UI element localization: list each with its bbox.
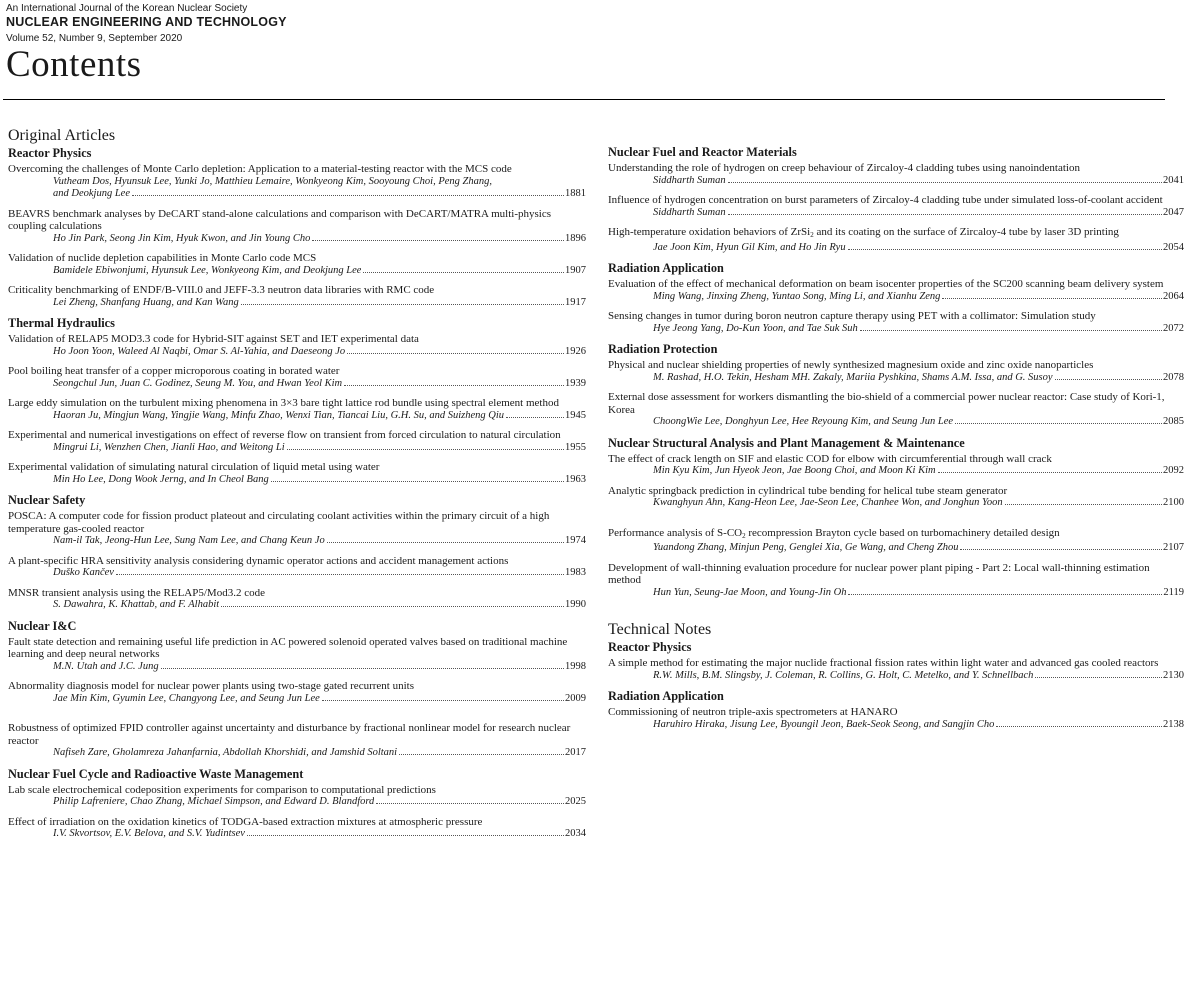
article-title: Development of wall-thinning evaluation procedure for nuclear power plant piping - Part 2: Local wall-thinning estimation method bbox=[608, 561, 1150, 586]
leader-dots bbox=[322, 700, 564, 701]
leader-dots bbox=[116, 574, 564, 575]
leader-dots bbox=[728, 214, 1162, 215]
article-title: Validation of RELAP5 MOD3.3 code for Hybrid-SIT against SET and IET experimental data bbox=[8, 333, 419, 345]
article-entry[interactable] bbox=[608, 706, 1184, 731]
article-entry[interactable] bbox=[608, 562, 1184, 600]
article-authors: Siddharth Suman bbox=[653, 174, 726, 186]
page-number: 1983 bbox=[565, 567, 586, 578]
leader-dots bbox=[938, 472, 1162, 473]
article-authors: Nam-il Tak, Jeong-Hun Lee, Sung Nam Lee, and Chang Keun Jo bbox=[53, 535, 325, 546]
article-entry[interactable] bbox=[8, 252, 586, 277]
article-authors: Jae Joon Kim, Hyun Gil Kim, and Ho Jin Ryu bbox=[653, 241, 846, 253]
article-entry[interactable] bbox=[8, 333, 586, 358]
section-heading-original: Original Articles bbox=[8, 127, 116, 144]
article-entry[interactable] bbox=[608, 194, 1184, 219]
page-number: 2047 bbox=[1163, 206, 1184, 218]
article-entry[interactable] bbox=[608, 527, 1184, 555]
page-number: 1907 bbox=[565, 264, 586, 276]
page-number: 2072 bbox=[1163, 322, 1184, 334]
article-title-part: Performance analysis of S-CO bbox=[608, 526, 743, 539]
page-number: 2078 bbox=[1163, 371, 1184, 383]
article-title: MNSR transient analysis using the RELAP5/Mod3.2 code bbox=[8, 586, 265, 599]
article-title: Fault state detection and remaining useful life prediction in AC powered solenoid operated valves based on traditional machine learning and deep neural networks bbox=[8, 635, 568, 660]
leader-dots bbox=[363, 272, 564, 273]
article-entry[interactable] bbox=[608, 391, 1184, 429]
article-title: POSCA: A computer code for fission product plateout and circulating coolant activities within the primary circuit of a high temperature gas-cooled reactor bbox=[8, 510, 550, 535]
article-authors: Siddharth Suman bbox=[653, 206, 726, 218]
article-title: Experimental validation of simulating natural circulation of liquid metal using water bbox=[8, 461, 380, 473]
leader-dots bbox=[942, 298, 1162, 299]
page-number: 1926 bbox=[565, 345, 586, 357]
article-authors: Kwanghyun Ahn, Kang-Heon Lee, Jae-Seon Lee, Chanhee Won, and Jonghun Yoon bbox=[653, 497, 1003, 508]
article-title: External dose assessment for workers dismantling the bio-shield of a commercial power nuclear reactor: Case study of Kori-1, Korea bbox=[608, 391, 1165, 416]
category-heading-nuclear-safety: Nuclear Safety bbox=[8, 493, 86, 507]
article-title: A plant-specific HRA sensitivity analysis considering dynamic operator actions and accident management actions bbox=[8, 554, 509, 567]
article-title: Large eddy simulation on the turbulent mixing phenomena in 3×3 bare tight lattice rod bundle using spectral element method bbox=[8, 397, 559, 409]
leader-dots bbox=[241, 304, 564, 305]
page-number: 2009 bbox=[565, 692, 586, 704]
leader-dots bbox=[848, 594, 1162, 595]
article-entry[interactable] bbox=[8, 163, 586, 201]
article-authors: Nafiseh Zare, Gholamreza Jahanfarnia, Abdollah Khorshidi, and Jamshid Soltani bbox=[53, 747, 398, 758]
leader-dots bbox=[247, 835, 564, 836]
article-entry[interactable] bbox=[8, 816, 586, 841]
leader-dots bbox=[399, 754, 564, 755]
page-number: 2017 bbox=[565, 747, 586, 758]
article-authors: Ming Wang, Jinxing Zheng, Yuntao Song, Ming Li, and Xianhu Zeng bbox=[653, 290, 941, 302]
article-title: Influence of hydrogen concentration on burst parameters of Zircaloy-4 cladding tube under simulated loss-of-coolant accident bbox=[608, 194, 1163, 206]
article-title: Abnormality diagnosis model for nuclear power plants using two-stage gated recurrent units bbox=[8, 680, 414, 692]
page-title: Contents bbox=[6, 44, 142, 85]
article-title: Physical and nuclear shielding properties of newly synthesized magnesium oxide and zinc oxide nanoparticles bbox=[608, 359, 1094, 371]
article-title: BEAVRS benchmark analyses by DeCART stand-alone calculations and comparison with DeCART/MATRA multi-physics coupling calculations bbox=[8, 207, 552, 232]
article-entry[interactable] bbox=[608, 162, 1184, 187]
article-title: Validation of nuclide depletion capabilities in Monte Carlo code MCS bbox=[8, 252, 317, 264]
category-heading-tn-radiation-application: Radiation Application bbox=[608, 689, 724, 703]
category-heading-radiation-protection: Radiation Protection bbox=[608, 342, 718, 356]
category-heading-nuclear-ic: Nuclear I&C bbox=[8, 618, 77, 633]
article-authors: Min Kyu Kim, Jun Hyeok Jeon, Jae Boong Choi, and Moon Ki Kim bbox=[653, 465, 936, 476]
category-heading-thermal-hydraulics: Thermal Hydraulics bbox=[8, 316, 115, 330]
page-number: 2100 bbox=[1163, 497, 1184, 508]
article-title: Criticality benchmarking of ENDF/B-VIII.0 and JEFF-3.3 neutron data libraries with RMC code bbox=[8, 284, 435, 296]
leader-dots bbox=[996, 726, 1162, 727]
article-entry[interactable] bbox=[608, 359, 1184, 384]
category-heading-reactor-physics: Reactor Physics bbox=[8, 146, 92, 160]
article-authors: ChoongWie Lee, Donghyun Lee, Hee Reyoung Kim, and Seung Jun Lee bbox=[653, 416, 954, 427]
page-number: 1917 bbox=[565, 296, 586, 308]
page-number: 1945 bbox=[565, 409, 586, 421]
page-number: 1881 bbox=[565, 188, 586, 199]
article-entry[interactable] bbox=[8, 784, 586, 809]
article-title-part: recompression Brayton cycle based on turbomachinery detailed design bbox=[745, 526, 1060, 539]
article-authors: I.V. Skvortsov, E.V. Belova, and S.V. Yudintsev bbox=[53, 828, 245, 839]
page-number: 1896 bbox=[565, 232, 586, 244]
leader-dots bbox=[848, 249, 1162, 250]
leader-dots bbox=[221, 606, 564, 607]
spacer bbox=[608, 606, 1184, 620]
article-title: Sensing changes in tumor during boron neutron capture therapy using PET with a collimator: Simulation study bbox=[608, 310, 1096, 322]
leader-dots bbox=[287, 449, 564, 450]
leader-dots bbox=[347, 353, 564, 354]
page-number: 2107 bbox=[1163, 542, 1184, 553]
article-entry[interactable] bbox=[8, 680, 586, 705]
article-entry[interactable] bbox=[608, 278, 1184, 303]
article-authors: S. Dawahra, K. Khattab, and F. Alhabit bbox=[53, 599, 220, 610]
article-authors: Min Ho Lee, Dong Wook Jerng, and In Cheol Bang bbox=[53, 473, 269, 485]
subscript: 2 bbox=[810, 231, 814, 239]
leader-dots bbox=[132, 195, 564, 196]
article-authors: Yuandong Zhang, Minjun Peng, Genglei Xia, Ge Wang, and Cheng Zhou bbox=[653, 542, 959, 553]
journal-header bbox=[6, 3, 287, 45]
leader-dots bbox=[1035, 677, 1162, 678]
article-authors: M. Rashad, H.O. Tekin, Hesham MH. Zakaly, Mariia Pyshkina, Shams A.M. Issa, and G. Susoy bbox=[653, 371, 1053, 383]
page-number: 1963 bbox=[565, 473, 586, 485]
spacer bbox=[8, 712, 586, 722]
category-heading-tn-reactor-physics: Reactor Physics bbox=[608, 640, 692, 654]
article-authors: Ho Joon Yoon, Waleed Al Naqbi, Omar S. Al-Yahia, and Daeseong Jo bbox=[53, 345, 346, 357]
article-entry[interactable] bbox=[608, 657, 1184, 682]
page-number: 2054 bbox=[1163, 241, 1184, 253]
leader-dots bbox=[506, 417, 564, 418]
article-authors: Lei Zheng, Shanfang Huang, and Kan Wang bbox=[53, 296, 239, 308]
article-entry[interactable] bbox=[608, 453, 1184, 478]
article-authors: M.N. Utah and J.C. Jung bbox=[53, 660, 159, 672]
article-entry[interactable] bbox=[8, 555, 586, 580]
article-title: Commissioning of neutron triple-axis spectrometers at HANARO bbox=[608, 706, 898, 718]
article-title-part: and its coating on the surface of Zircaloy-4 tube by laser 3D printing bbox=[813, 226, 1119, 238]
article-authors: Haruhiro Hiraka, Jisung Lee, Byoungil Jeon, Baek-Seok Seong, and Sangjin Cho bbox=[653, 718, 995, 730]
category-heading-structural: Nuclear Structural Analysis and Plant Management & Maintenance bbox=[608, 435, 965, 450]
page-number: 2064 bbox=[1163, 290, 1184, 302]
article-title: Understanding the role of hydrogen on creep behaviour of Zircaloy-4 cladding tubes using nanoindentation bbox=[608, 162, 1080, 174]
leader-dots bbox=[1055, 379, 1162, 380]
article-authors: Mingrui Li, Wenzhen Chen, Jianli Hao, and Weitong Li bbox=[53, 441, 285, 453]
page-number: 1990 bbox=[565, 599, 586, 610]
journal-name: NUCLEAR ENGINEERING AND TECHNOLOGY bbox=[6, 15, 287, 29]
page-number: 2092 bbox=[1163, 465, 1184, 476]
article-entry[interactable] bbox=[8, 429, 586, 454]
category-heading-radiation-application: Radiation Application bbox=[608, 261, 724, 275]
leader-dots bbox=[271, 481, 564, 482]
article-entry[interactable] bbox=[8, 365, 586, 390]
article-entry[interactable] bbox=[8, 636, 586, 674]
subscript: 2 bbox=[742, 531, 746, 540]
article-entry[interactable] bbox=[8, 284, 586, 309]
article-entry[interactable] bbox=[608, 226, 1184, 254]
page-number: 2041 bbox=[1163, 174, 1184, 186]
article-authors: Vutheam Dos, Hyunsuk Lee, Yunki Jo, Matthieu Lemaire, Wonkyeong Kim, Sooyoung Choi, Peng Zhang, bbox=[53, 175, 493, 187]
article-authors: Bamidele Ebiwonjumi, Hyunsuk Lee, Wonkyeong Kim, and Deokjung Lee bbox=[53, 264, 362, 276]
article-entry[interactable] bbox=[8, 397, 586, 422]
leader-dots bbox=[960, 549, 1162, 550]
article-authors: R.W. Mills, B.M. Slingsby, J. Coleman, R. Collins, G. Holt, C. Metelko, and Y. Schnellbach bbox=[653, 669, 1034, 681]
leader-dots bbox=[344, 385, 564, 386]
leader-dots bbox=[728, 182, 1162, 183]
article-title bbox=[608, 527, 1184, 543]
article-title: Analytic springback prediction in cylindrical tube bending for helical tube steam generator bbox=[608, 484, 1008, 497]
leader-dots bbox=[1005, 504, 1162, 505]
article-title: Experimental and numerical investigations on effect of reverse flow on transient from forced circulation to natural circulation bbox=[8, 429, 561, 441]
article-authors: Hun Yun, Seung-Jae Moon, and Young-Jin Oh bbox=[653, 586, 847, 598]
article-title-part: High-temperature oxidation behaviors of ZrSi bbox=[608, 226, 811, 238]
volume-line: Volume 52, Number 9, September 2020 bbox=[6, 33, 183, 44]
leader-dots bbox=[955, 423, 1162, 424]
leader-dots bbox=[161, 668, 564, 669]
article-title: The effect of crack length on SIF and elastic COD for elbow with circumferential through wall crack bbox=[608, 452, 1052, 465]
article-entry[interactable] bbox=[608, 485, 1184, 510]
article-title: Effect of irradiation on the oxidation kinetics of TODGA-based extraction mixtures at atmospheric pressure bbox=[8, 815, 483, 828]
left-column bbox=[8, 126, 586, 848]
category-heading-fuel-materials: Nuclear Fuel and Reactor Materials bbox=[608, 145, 797, 159]
page-number: 1974 bbox=[565, 535, 586, 546]
article-authors: and Deokjung Lee bbox=[53, 188, 130, 199]
page-number: 1998 bbox=[565, 660, 586, 672]
category-heading-fuel-cycle: Nuclear Fuel Cycle and Radioactive Waste Management bbox=[8, 766, 304, 781]
society-line: An International Journal of the Korean Nuclear Society bbox=[6, 3, 248, 14]
article-authors: Duško Kančev bbox=[53, 567, 114, 578]
article-entry[interactable] bbox=[8, 587, 586, 612]
article-title: A simple method for estimating the major nuclide fractional fission rates within light water and advanced gas cooled reactors bbox=[608, 657, 1159, 669]
leader-dots bbox=[327, 542, 564, 543]
article-title: Robustness of optimized FPID controller against uncertainty and disturbance by fractional nonlinear model for research nuclear reactor bbox=[8, 722, 571, 747]
header-rule bbox=[3, 99, 1165, 100]
article-authors: Hye Jeong Yang, Do-Kun Yoon, and Tae Suk Suh bbox=[653, 322, 858, 334]
page-number: 1955 bbox=[565, 441, 586, 453]
page-number: 2138 bbox=[1163, 718, 1184, 730]
article-title: Pool boiling heat transfer of a copper microporous coating in borated water bbox=[8, 365, 340, 377]
leader-dots bbox=[312, 240, 564, 241]
right-column bbox=[608, 145, 1184, 738]
article-title: Evaluation of the effect of mechanical deformation on beam isocenter properties of the SC200 scanning beam delivery system bbox=[608, 278, 1164, 290]
article-entry[interactable] bbox=[8, 208, 586, 246]
article-entry[interactable] bbox=[8, 510, 586, 548]
article-authors: Ho Jin Park, Seong Jin Kim, Hyuk Kwon, and Jin Young Cho bbox=[53, 232, 311, 244]
page-number: 2034 bbox=[565, 828, 586, 839]
article-authors: Seongchul Jun, Juan C. Godinez, Seung M. You, and Hwan Yeol Kim bbox=[53, 377, 343, 389]
article-title: Lab scale electrochemical codeposition experiments for comparison to computational predictions bbox=[8, 783, 436, 796]
section-heading-technical-notes: Technical Notes bbox=[608, 621, 712, 638]
page-number: 2130 bbox=[1163, 669, 1184, 681]
page-number: 2119 bbox=[1163, 586, 1184, 598]
leader-dots bbox=[376, 803, 564, 804]
article-authors: Jae Min Kim, Gyumin Lee, Changyong Lee, and Seung Jun Lee bbox=[53, 692, 320, 704]
article-entry[interactable] bbox=[8, 722, 586, 760]
leader-dots bbox=[860, 330, 1162, 331]
page-number: 2085 bbox=[1163, 416, 1184, 427]
article-authors: Haoran Ju, Mingjun Wang, Yingjie Wang, Minfu Zhao, Wenxi Tian, Tiancai Liu, G.H. Su, and Suizheng Qiu bbox=[53, 409, 505, 421]
article-entry[interactable] bbox=[8, 461, 586, 486]
article-authors: Philip Lafreniere, Chao Zhang, Michael Simpson, and Edward D. Blandford bbox=[53, 796, 375, 807]
article-title bbox=[608, 226, 1184, 242]
article-title: Overcoming the challenges of Monte Carlo depletion: Application to a material-testing reactor with the MCS code bbox=[8, 163, 512, 175]
article-entry[interactable] bbox=[608, 310, 1184, 335]
page-number: 2025 bbox=[565, 796, 586, 807]
spacer bbox=[608, 517, 1184, 527]
page-number: 1939 bbox=[565, 377, 586, 389]
